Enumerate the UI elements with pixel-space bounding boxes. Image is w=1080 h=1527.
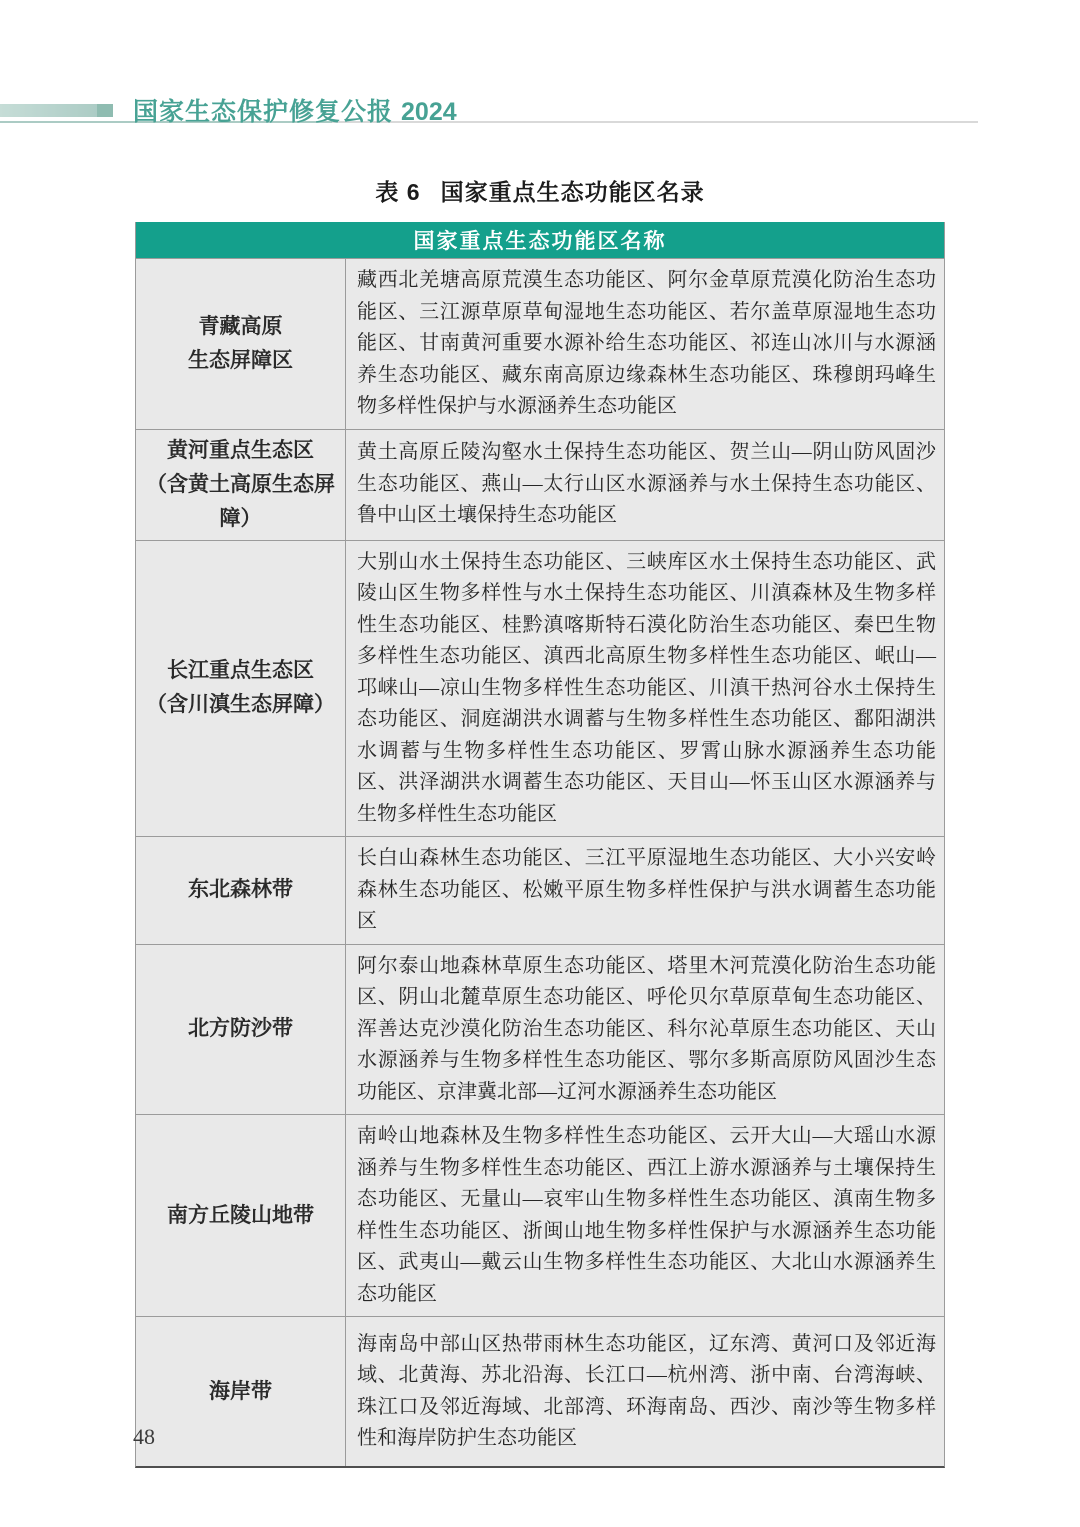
- row-content-cell: [346, 541, 944, 837]
- zone-list-text: 长白山森林生态功能区、三江平原湿地生态功能区、大小兴安岭森林生态功能区、松嫩平原生物多样性保护与洪水调蓄生态功能区: [357, 847, 936, 932]
- row-category-cell: [136, 541, 346, 837]
- table-caption-title: 国家重点生态功能区名录: [440, 179, 705, 205]
- row-category-cell: [136, 259, 346, 429]
- table-header-cell: 国家重点生态功能区名称: [136, 222, 944, 258]
- header-decor-bar: [0, 104, 97, 117]
- document-header: [133, 92, 457, 128]
- row-content-cell: [346, 1317, 944, 1466]
- category-line: （含川滇生态屏障）: [146, 693, 335, 717]
- document-title: 国家生态保护修复公报: [133, 98, 394, 126]
- row-category-cell: [136, 1115, 346, 1316]
- row-content-cell: [346, 837, 944, 944]
- table-row: [136, 836, 944, 944]
- table-row: [136, 1316, 944, 1466]
- table-caption: [0, 174, 1080, 207]
- row-category-cell: [136, 945, 346, 1115]
- row-content-cell: [346, 945, 944, 1115]
- table-caption-number: 表 6: [375, 179, 421, 205]
- zone-list-text: 大别山水土保持生态功能区、三峡库区水土保持生态功能区、武陵山区生物多样性与水土保持生态功能区、川滇森林及生物多样性生态功能区、桂黔滇喀斯特石漠化防治生态功能区、秦巴生物多样性生态功能区、滇西北高原生物多样性生态功能区、岷山—邛崃山—凉山生物多样性生态功能区、川滇干热河谷水土保持生态功能区、洞庭湖洪水调蓄与生物多样性生态功能区、鄱阳湖洪水调蓄与生物多样性生态功能区、罗霄山脉水源涵养生态功能区、洪泽湖洪水调蓄生态功能区、天目山—怀玉山区水源涵养与生物多样性生态功能区: [357, 550, 936, 825]
- row-content-cell: [346, 1115, 944, 1316]
- row-category-cell: [136, 1317, 346, 1466]
- table-row: [136, 540, 944, 837]
- category-line: 海岸带: [209, 1379, 272, 1403]
- category-line: 黄河重点生态区: [167, 438, 314, 462]
- table-row: [136, 429, 944, 540]
- zone-list-text: 黄土高原丘陵沟壑水土保持生态功能区、贺兰山—阴山防风固沙生态功能区、燕山—太行山区水源涵养与水土保持生态功能区、鲁中山区土壤保持生态功能区: [357, 441, 936, 527]
- zone-list-text: 藏西北羌塘高原荒漠生态功能区、阿尔金草原荒漠化防治生态功能区、三江源草原草甸湿地生态功能区、若尔盖草原湿地生态功能区、甘南黄河重要水源补给生态功能区、祁连山冰川与水源涵养生态功能区、藏东南高原边缘森林生态功能区、珠穆朗玛峰生物多样性保护与水源涵养生态功能区: [357, 269, 936, 417]
- row-content-cell: [346, 430, 944, 540]
- zone-list-text: 南岭山地森林及生物多样性生态功能区、云开大山—大瑶山水源涵养与生物多样性生态功能区、西江上游水源涵养与土壤保持生态功能区、无量山—哀牢山生物多样性生态功能区、滇南生物多样性生态功能区、浙闽山地生物多样性保护与水源涵养生态功能区、武夷山—戴云山生物多样性生态功能区、大北山水源涵养生态功能区: [357, 1125, 936, 1305]
- table-row: [136, 1114, 944, 1316]
- row-category-cell: [136, 837, 346, 944]
- row-category-cell: [136, 430, 346, 540]
- function-zone-table: [135, 222, 945, 1468]
- header-decor-bar-tip: [97, 104, 113, 117]
- row-content-cell: [346, 259, 944, 429]
- category-line: 北方防沙带: [188, 1017, 293, 1041]
- category-line: 南方丘陵山地带: [167, 1203, 314, 1227]
- category-line: 东北森林带: [188, 878, 293, 902]
- category-line: 生态屏障区: [188, 348, 293, 372]
- document-year: 2024: [401, 98, 457, 126]
- category-line: 青藏高原: [198, 314, 283, 338]
- category-line: （含黄土高原生态屏障）: [146, 472, 335, 530]
- page-number: 48: [133, 1424, 155, 1449]
- category-line: 长江重点生态区: [167, 659, 314, 683]
- table-row: [136, 258, 944, 429]
- zone-list-text: 阿尔泰山地森林草原生态功能区、塔里木河荒漠化防治生态功能区、阴山北麓草原生态功能区、呼伦贝尔草原草甸生态功能区、浑善达克沙漠化防治生态功能区、科尔沁草原生态功能区、天山水源涵养与生物多样性生态功能区、鄂尔多斯高原防风固沙生态功能区、京津冀北部—辽河水源涵养生态功能区: [357, 954, 936, 1103]
- zone-list-text: 海南岛中部山区热带雨林生态功能区，辽东湾、黄河口及邻近海域、北黄海、苏北沿海、长江口—杭州湾、浙中南、台湾海峡、珠江口及邻近海域、北部湾、环海南岛、西沙、南沙等生物多样性和海岸防护生态功能区: [357, 1332, 936, 1449]
- table-row: [136, 944, 944, 1115]
